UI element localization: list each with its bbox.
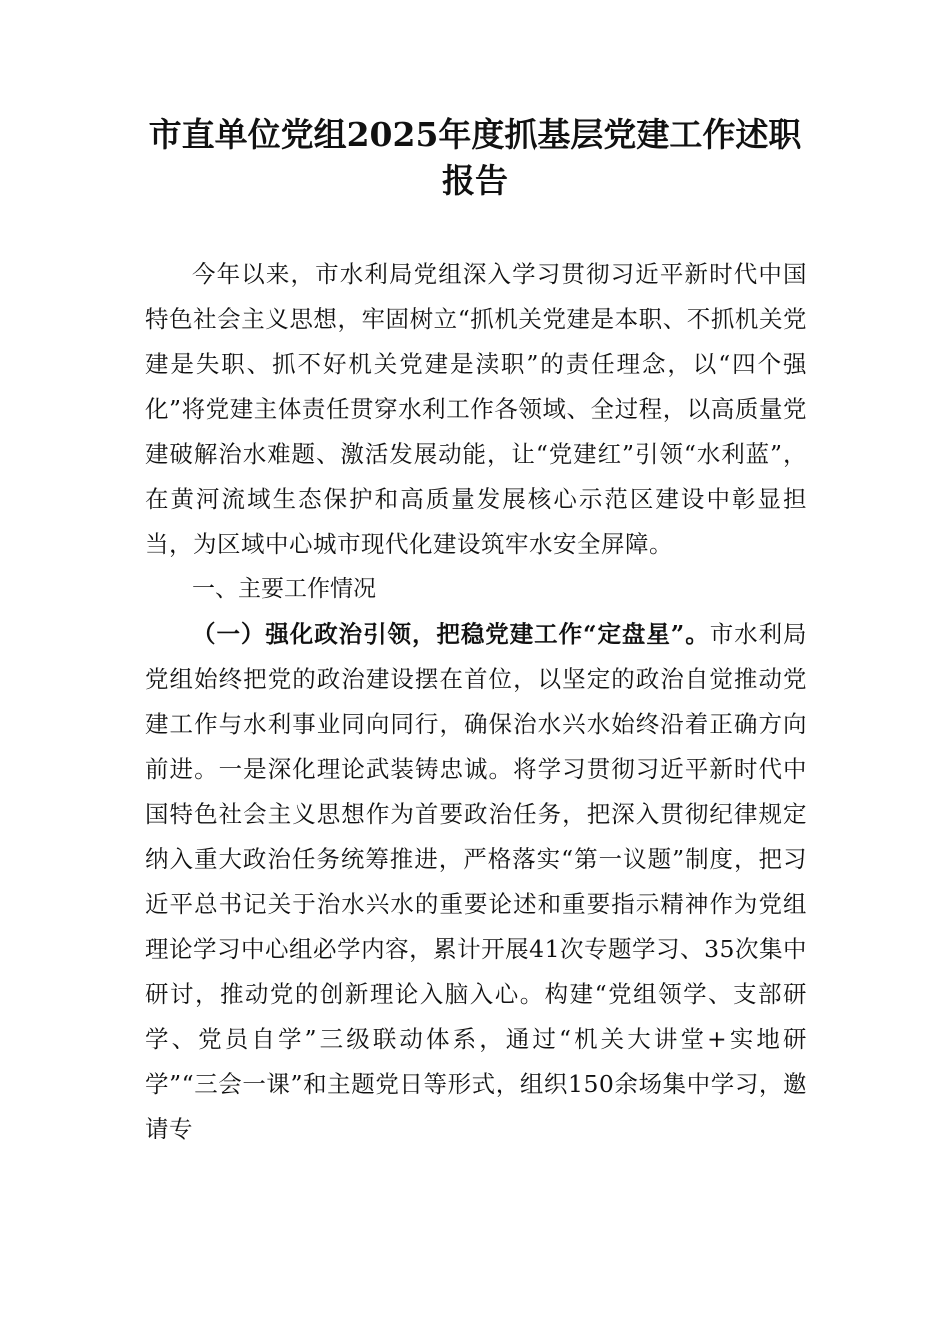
document-body — [145, 252, 807, 1152]
document-title: 市直单位党组2025年度抓基层党建工作述职报告 — [148, 115, 802, 200]
subsection-heading: （一）强化政治引领，把稳党建工作“定盘星”。 — [192, 620, 710, 648]
section-heading: 一、主要工作情况 — [192, 576, 376, 602]
subsection-body: 市水利局党组始终把党的政治建设摆在首位，以坚定的政治自觉推动党建工作与水利事业同向同行，确保治水兴水始终沿着正确方向前进。一是深化理论武装铸忠诚。将学习贯彻习近平新时代中国特色社会主义思想作为首要政治任务，把深入贯彻纪律规定纳入重大政治任务统筹推进，严格落实“第一议题”制度，把习近平总书记关于治水兴水的重要论述和重要指示精神作为党组理论学习中心组必学内容，累计开展41次专题学习、35次集中研讨，推动党的创新理论入脑入心。构建“党组领学、支部研学、党员自学”三级联动体系，通过“机关大讲堂+实地研学”“三会一课”和主题党日等形式，组织150余场集中学习，邀请专 — [145, 620, 808, 1143]
subsection-paragraph — [145, 612, 807, 1152]
intro-paragraph: 今年以来，市水利局党组深入学习贯彻习近平新时代中国特色社会主义思想，牢固树立“抓机关党建是本职、不抓机关党建是失职、抓不好机关党建是渎职”的责任理念，以“四个强化”将党建主体责任贯穿水利工作各领域、全过程，以高质量党建破解治水难题、激活发展动能，让“党建红”引领“水利蓝”，在黄河流域生态保护和高质量发展核心示范区建设中彰显担当，为区域中心城市现代化建设筑牢水安全屏障。 — [145, 260, 807, 558]
